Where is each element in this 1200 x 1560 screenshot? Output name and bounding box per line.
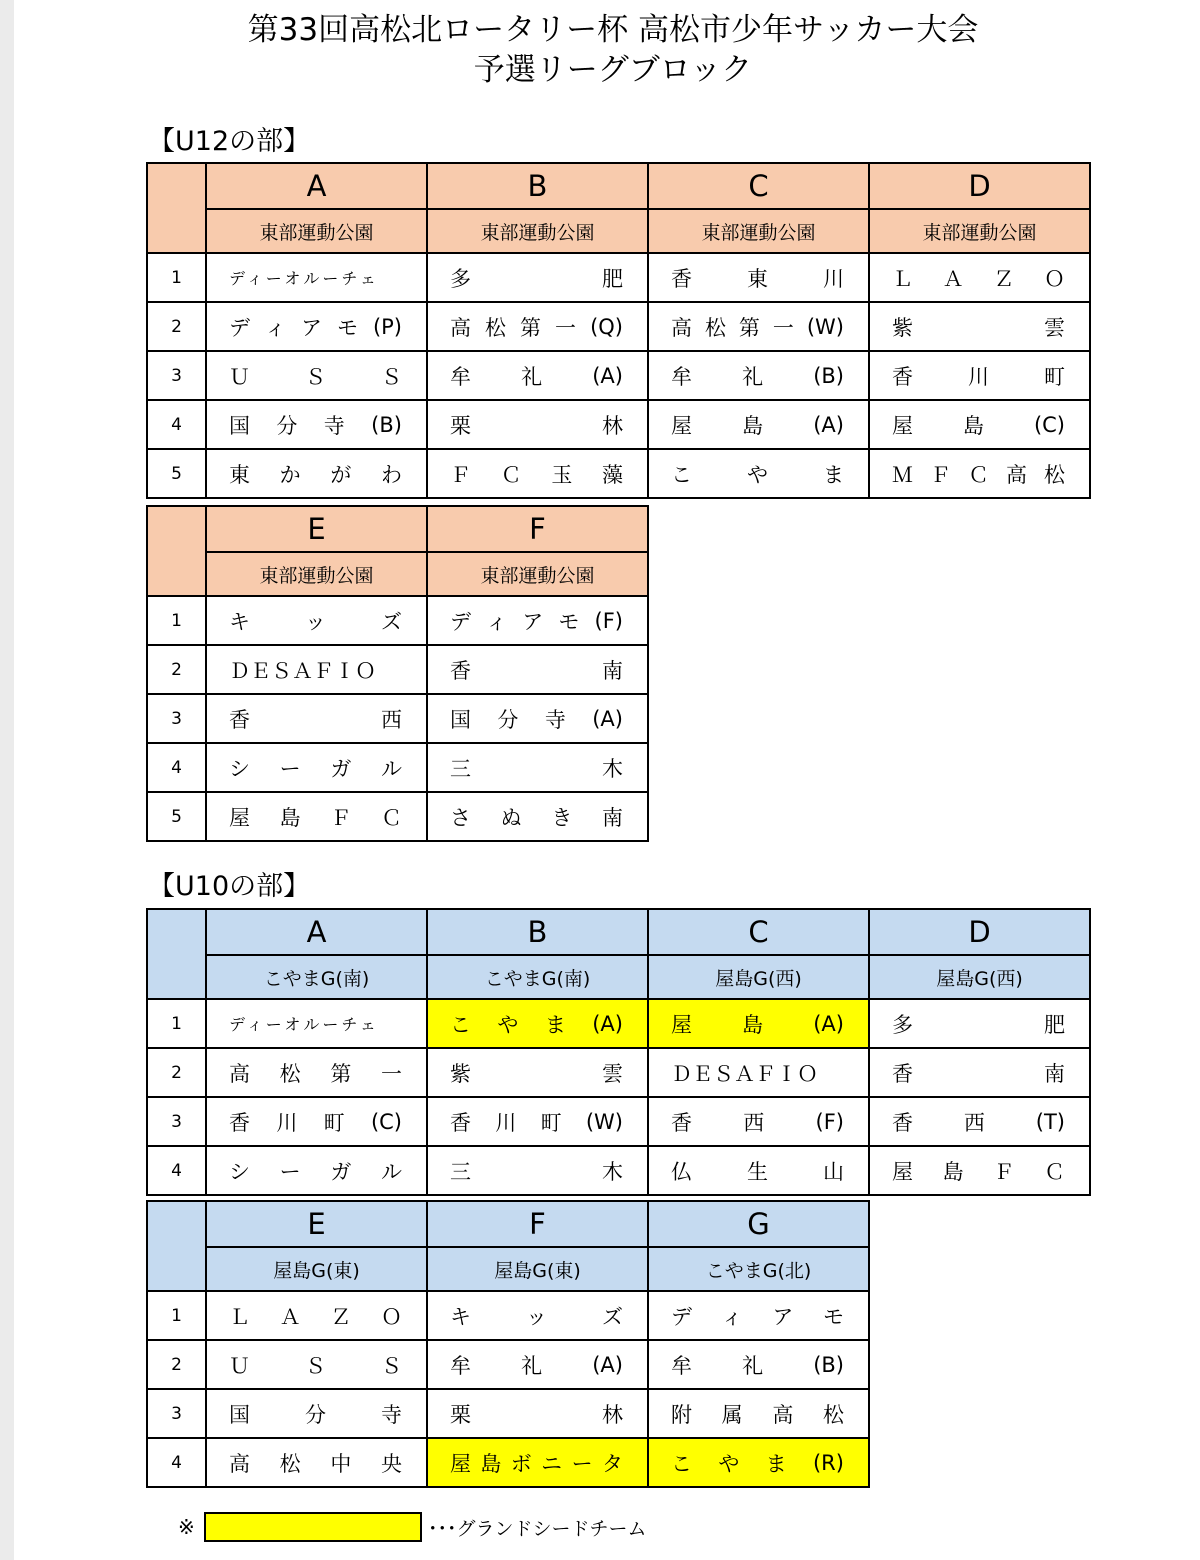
group-venue: 東部運動公園 <box>427 209 648 253</box>
team-name: シ ー ガ ル <box>229 1159 402 1184</box>
team-cell <box>427 596 648 645</box>
group-letter: E <box>206 506 427 552</box>
team-cell <box>427 792 648 841</box>
team-name: 香 川 町 <box>892 364 1065 389</box>
venue-row <box>147 955 1090 999</box>
team-cell <box>869 1048 1090 1097</box>
team-name: 香 川 町 (C) <box>229 1109 402 1135</box>
table-row <box>147 1146 1090 1195</box>
team-name: キ ッ ズ <box>450 1304 623 1329</box>
team-cell <box>427 400 648 449</box>
group-venue: こやまG(南) <box>206 955 427 999</box>
team-cell <box>206 351 427 400</box>
table-row <box>147 743 648 792</box>
table-row <box>147 792 648 841</box>
header-corner-cell <box>147 1201 206 1291</box>
row-number: 2 <box>147 1048 206 1097</box>
team-name: Ｍ Ｆ Ｃ 高 松 <box>892 462 1065 487</box>
venue-row <box>147 1247 869 1291</box>
team-name: シ ー ガ ル <box>229 756 402 781</box>
team-name: Ｌ Ａ Ｚ Ｏ <box>892 266 1065 291</box>
team-name: 屋 島 (A) <box>671 1011 844 1037</box>
team-name: デ ィ ア モ <box>671 1304 844 1329</box>
table-row <box>147 1291 869 1340</box>
table-row <box>147 1340 869 1389</box>
team-name: 紫 雲 <box>892 315 1065 340</box>
legend-seed-swatch <box>204 1512 422 1542</box>
group-letter: A <box>206 163 427 209</box>
team-cell <box>206 253 427 302</box>
team-name: 香 西 (T) <box>892 1109 1065 1135</box>
group-venue: 東部運動公園 <box>206 552 427 596</box>
team-cell <box>206 1291 427 1340</box>
team-cell <box>206 1146 427 1195</box>
team-cell <box>869 1146 1090 1195</box>
team-cell <box>648 1097 869 1146</box>
row-number: 4 <box>147 1146 206 1195</box>
team-cell <box>206 645 427 694</box>
group-letter: B <box>427 163 648 209</box>
page-subtitle: 予選リーグブロック <box>473 52 753 88</box>
team-name: Ｕ Ｓ Ｓ <box>229 1353 402 1378</box>
table-row <box>147 449 1090 498</box>
group-venue: 屋島G(西) <box>869 955 1090 999</box>
team-name: 国 分 寺 (A) <box>450 706 623 732</box>
team-name: 三 木 <box>450 756 623 781</box>
row-number: 2 <box>147 1340 206 1389</box>
venue-row <box>147 209 1090 253</box>
team-cell <box>427 1097 648 1146</box>
team-cell <box>648 1048 869 1097</box>
table-row <box>147 351 1090 400</box>
team-cell <box>648 1291 869 1340</box>
team-cell <box>869 449 1090 498</box>
team-name: 香 西 (F) <box>671 1109 844 1135</box>
team-cell <box>206 449 427 498</box>
team-name: さ ぬ き 南 <box>450 805 623 830</box>
table-row <box>147 1048 1090 1097</box>
row-number: 4 <box>147 1438 206 1487</box>
group-letter: G <box>648 1201 869 1247</box>
team-cell <box>206 1097 427 1146</box>
group-venue: 屋島G(西) <box>648 955 869 999</box>
team-cell <box>427 694 648 743</box>
team-cell <box>869 253 1090 302</box>
legend-text: ･･･グランドシードチーム <box>428 1517 647 1540</box>
row-number: 1 <box>147 1291 206 1340</box>
table-row <box>147 302 1090 351</box>
team-cell <box>206 694 427 743</box>
row-number: 2 <box>147 302 206 351</box>
team-cell <box>206 1340 427 1389</box>
team-name: 国 分 寺 <box>229 1402 402 1427</box>
team-name: ＤＥＳＡＦＩＯ <box>229 658 376 683</box>
team-name: 仏 生 山 <box>671 1159 844 1184</box>
team-cell <box>427 1048 648 1097</box>
team-cell <box>206 1389 427 1438</box>
team-cell <box>869 999 1090 1048</box>
row-number: 5 <box>147 792 206 841</box>
group-venue: 東部運動公園 <box>206 209 427 253</box>
group-letter: B <box>427 909 648 955</box>
group-letter-row <box>147 1201 869 1247</box>
header-corner-cell <box>147 506 206 596</box>
group-venue: 東部運動公園 <box>427 552 648 596</box>
team-name: 屋 島 Ｆ Ｃ <box>229 805 402 830</box>
table-row <box>147 1097 1090 1146</box>
team-name: Ｌ Ａ Ｚ Ｏ <box>229 1304 402 1329</box>
team-name: ディーオルーチェ <box>229 1015 379 1034</box>
legend-mark: ※ <box>178 1515 195 1539</box>
team-cell <box>427 449 648 498</box>
team-name: 三 木 <box>450 1159 623 1184</box>
team-cell <box>648 1438 869 1487</box>
team-name: ディーオルーチェ <box>229 269 379 288</box>
team-cell <box>427 1340 648 1389</box>
table-row <box>147 645 648 694</box>
group-letter-row <box>147 163 1090 209</box>
team-cell <box>869 1097 1090 1146</box>
team-name: 牟 礼 (B) <box>671 1352 844 1378</box>
team-name: 多 肥 <box>892 1012 1065 1037</box>
table-row <box>147 1438 869 1487</box>
team-cell <box>648 400 869 449</box>
team-name: 屋 島 (A) <box>671 412 844 438</box>
team-name: 高 松 第 一 (W) <box>671 314 844 340</box>
team-name: 高 松 中 央 <box>229 1451 402 1476</box>
team-cell <box>869 351 1090 400</box>
row-number: 1 <box>147 253 206 302</box>
venue-row <box>147 552 648 596</box>
team-cell <box>206 1048 427 1097</box>
team-name: 香 南 <box>450 658 623 683</box>
team-cell <box>869 302 1090 351</box>
team-name: 香 南 <box>892 1061 1065 1086</box>
table-row <box>147 694 648 743</box>
team-name: デ ィ ア モ (P) <box>229 314 402 340</box>
team-name: こ や ま (R) <box>671 1450 844 1476</box>
team-name: こ や ま (A) <box>450 1011 623 1037</box>
row-number: 3 <box>147 1097 206 1146</box>
team-cell <box>427 999 648 1048</box>
team-name: 香 東 川 <box>671 266 844 291</box>
row-number: 2 <box>147 645 206 694</box>
team-cell <box>206 999 427 1048</box>
team-cell <box>206 1438 427 1487</box>
header-corner-cell <box>147 909 206 999</box>
u12-block-table-upper <box>146 162 1091 499</box>
team-name: 牟 礼 (A) <box>450 363 623 389</box>
team-name: 牟 礼 (B) <box>671 363 844 389</box>
row-number: 4 <box>147 743 206 792</box>
team-name: ＤＥＳＡＦＩＯ <box>671 1061 818 1086</box>
team-name: 屋 島 Ｆ Ｃ <box>892 1159 1065 1184</box>
team-name: キ ッ ズ <box>229 609 402 634</box>
row-number: 4 <box>147 400 206 449</box>
group-venue: こやまG(北) <box>648 1247 869 1291</box>
team-cell <box>427 1389 648 1438</box>
team-cell <box>427 1146 648 1195</box>
u10-block-table-lower <box>146 1200 870 1488</box>
team-cell <box>648 1340 869 1389</box>
team-cell <box>206 792 427 841</box>
team-name: 香 西 <box>229 707 402 732</box>
legend-note <box>178 1512 647 1542</box>
row-number: 1 <box>147 596 206 645</box>
team-cell <box>206 302 427 351</box>
team-name: こ や ま <box>671 462 844 487</box>
left-margin-bar <box>0 0 14 1560</box>
row-number: 1 <box>147 999 206 1048</box>
row-number: 3 <box>147 694 206 743</box>
team-cell <box>648 351 869 400</box>
team-name: 牟 礼 (A) <box>450 1352 623 1378</box>
team-cell <box>427 351 648 400</box>
team-cell <box>648 449 869 498</box>
team-name: 附 属 高 松 <box>671 1402 844 1427</box>
team-cell <box>648 302 869 351</box>
row-number: 3 <box>147 351 206 400</box>
team-name: 国 分 寺 (B) <box>229 412 402 438</box>
u12-block-table-lower <box>146 505 649 842</box>
team-name: Ｕ Ｓ Ｓ <box>229 364 402 389</box>
group-letter: A <box>206 909 427 955</box>
team-cell <box>648 999 869 1048</box>
group-letter: E <box>206 1201 427 1247</box>
team-cell <box>427 1438 648 1487</box>
group-venue: 東部運動公園 <box>648 209 869 253</box>
header-corner-cell <box>147 163 206 253</box>
group-letter: C <box>648 909 869 955</box>
team-cell <box>648 253 869 302</box>
team-cell <box>427 1291 648 1340</box>
u10-block-table-upper <box>146 908 1091 1196</box>
team-cell <box>648 1389 869 1438</box>
group-letter: D <box>869 909 1090 955</box>
group-letter: F <box>427 506 648 552</box>
group-venue: 東部運動公園 <box>869 209 1090 253</box>
row-number: 3 <box>147 1389 206 1438</box>
table-row <box>147 1389 869 1438</box>
team-name: 東 か が わ <box>229 462 402 487</box>
team-name: 高 松 第 一 <box>229 1061 402 1086</box>
group-letter: D <box>869 163 1090 209</box>
team-cell <box>427 743 648 792</box>
u12-section-label: 【U12の部】 <box>148 126 311 157</box>
group-venue: こやまG(南) <box>427 955 648 999</box>
team-cell <box>427 253 648 302</box>
group-letter-row <box>147 506 648 552</box>
team-name: 香 川 町 (W) <box>450 1109 623 1135</box>
team-name: 屋 島 (C) <box>892 412 1065 438</box>
group-letter-row <box>147 909 1090 955</box>
team-cell <box>427 302 648 351</box>
table-row <box>147 999 1090 1048</box>
page-title: 第33回高松北ロータリー杯 高松市少年サッカー大会 <box>247 12 979 48</box>
team-cell <box>206 400 427 449</box>
team-name: 栗 林 <box>450 413 623 438</box>
team-cell <box>206 743 427 792</box>
table-row <box>147 596 648 645</box>
team-cell <box>869 400 1090 449</box>
table-row <box>147 400 1090 449</box>
team-cell <box>427 645 648 694</box>
team-name: デ ィ ア モ (F) <box>450 608 623 634</box>
team-name: Ｆ Ｃ 玉 藻 <box>450 462 623 487</box>
group-letter: F <box>427 1201 648 1247</box>
team-name: 高 松 第 一 (Q) <box>450 314 623 340</box>
team-name: 紫 雲 <box>450 1061 623 1086</box>
u10-section-label: 【U10の部】 <box>148 871 311 902</box>
group-letter: C <box>648 163 869 209</box>
team-name: 栗 林 <box>450 1402 623 1427</box>
team-cell <box>648 1146 869 1195</box>
team-cell <box>206 596 427 645</box>
team-name: 屋 島 ボ ニ ー タ <box>450 1451 623 1476</box>
group-venue: 屋島G(東) <box>206 1247 427 1291</box>
group-venue: 屋島G(東) <box>427 1247 648 1291</box>
row-number: 5 <box>147 449 206 498</box>
team-name: 多 肥 <box>450 266 623 291</box>
table-row <box>147 253 1090 302</box>
